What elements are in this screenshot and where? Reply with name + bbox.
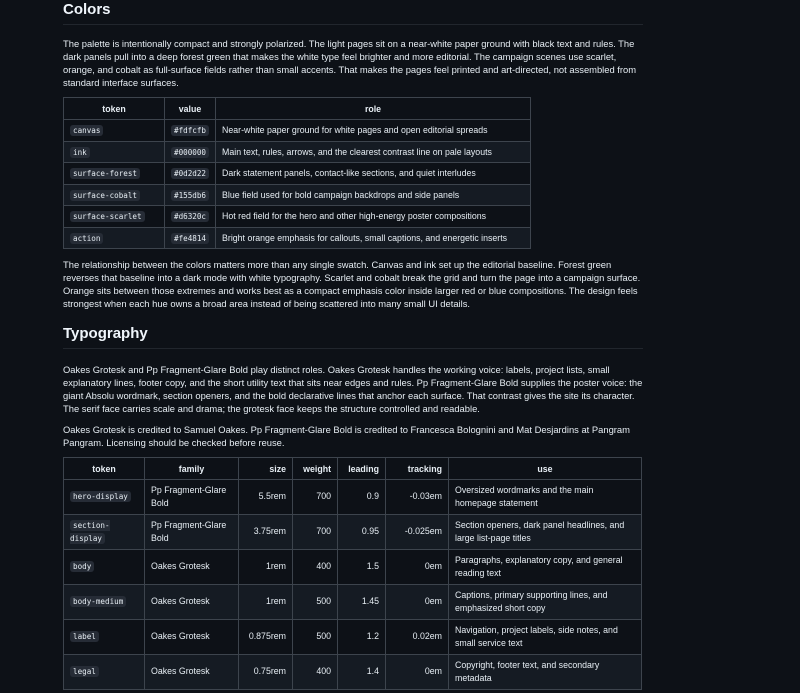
value-code: #fe4814 [171, 233, 209, 244]
value-code: #0d2d22 [171, 168, 209, 179]
column-header-token: token [64, 458, 145, 480]
use-cell: Navigation, project labels, side notes, and small service text [449, 620, 642, 655]
role-cell: Bright orange emphasis for callouts, small captions, and energetic inserts [216, 227, 531, 249]
table-row [64, 515, 642, 550]
colors-heading: Colors [63, 1, 643, 25]
role-cell: Near-white paper ground for white pages and open editorial spreads [216, 120, 531, 142]
value-code: #d6320c [171, 211, 209, 222]
use-cell: Copyright, footer text, and secondary metadata [449, 655, 642, 690]
token-cell [64, 585, 145, 620]
column-header-leading: leading [338, 458, 386, 480]
value-cell [165, 141, 216, 163]
token-code: canvas [70, 125, 103, 136]
table-row [64, 163, 531, 185]
token-code: body-medium [70, 596, 126, 607]
family-cell: Oakes Grotesk [145, 655, 239, 690]
column-header-family: family [145, 458, 239, 480]
value-code: #155db6 [171, 190, 209, 201]
use-cell: Captions, primary supporting lines, and emphasized short copy [449, 585, 642, 620]
leading-cell: 0.95 [338, 515, 386, 550]
token-cell [64, 120, 165, 142]
column-header-tracking: tracking [386, 458, 449, 480]
column-header-weight: weight [293, 458, 338, 480]
weight-cell: 400 [293, 550, 338, 585]
leading-cell: 1.4 [338, 655, 386, 690]
token-cell [64, 620, 145, 655]
column-header-size: size [239, 458, 293, 480]
token-cell [64, 515, 145, 550]
size-cell: 1rem [239, 585, 293, 620]
family-cell: Oakes Grotesk [145, 620, 239, 655]
value-cell [165, 184, 216, 206]
colors-outro-paragraph: The relationship between the colors matters more than any single swatch. Canvas and ink set up the editorial baseline. Forest green reverses that baseline into a dark mode with white typography. Scarlet and cobalt break the grid and turn the page into a campaign surface. Orange sits between those extremes and works best as a compact emphasis color inside larger red or blue compositions. The design feels strongest when each hue owns a broad area instead of being scattered into many small UI details. [63, 259, 641, 309]
use-cell: Oversized wordmarks and the main homepage statement [449, 480, 642, 515]
token-cell [64, 227, 165, 249]
tracking-cell: -0.03em [386, 480, 449, 515]
value-cell [165, 206, 216, 228]
table-row [64, 480, 642, 515]
table-row [64, 184, 531, 206]
use-cell: Paragraphs, explanatory copy, and general reading text [449, 550, 642, 585]
colors-table-header-row [64, 98, 531, 120]
leading-cell: 1.2 [338, 620, 386, 655]
table-row [64, 620, 642, 655]
column-header-use: use [449, 458, 642, 480]
token-code: hero-display [70, 491, 131, 502]
tracking-cell: -0.025em [386, 515, 449, 550]
weight-cell: 700 [293, 480, 338, 515]
value-code: #000000 [171, 147, 209, 158]
size-cell: 0.875rem [239, 620, 293, 655]
value-cell [165, 227, 216, 249]
colors-table [63, 97, 531, 249]
column-header-value: value [165, 98, 216, 120]
role-cell: Dark statement panels, contact-like sections, and quiet interludes [216, 163, 531, 185]
size-cell: 0.75rem [239, 655, 293, 690]
table-row [64, 550, 642, 585]
token-code: label [70, 631, 99, 642]
size-cell: 5.5rem [239, 480, 293, 515]
weight-cell: 500 [293, 585, 338, 620]
table-row [64, 120, 531, 142]
token-code: surface-scarlet [70, 211, 145, 222]
leading-cell: 1.5 [338, 550, 386, 585]
leading-cell: 1.45 [338, 585, 386, 620]
role-cell: Blue field used for bold campaign backdrops and side panels [216, 184, 531, 206]
table-row [64, 585, 642, 620]
token-code: legal [70, 666, 99, 677]
table-row [64, 206, 531, 228]
token-cell [64, 550, 145, 585]
column-header-role: role [216, 98, 531, 120]
token-code: body [70, 561, 94, 572]
token-code: action [70, 233, 103, 244]
value-cell [165, 163, 216, 185]
family-cell: Pp Fragment-Glare Bold [145, 515, 239, 550]
token-cell [64, 141, 165, 163]
weight-cell: 400 [293, 655, 338, 690]
token-cell [64, 184, 165, 206]
value-code: #fdfcfb [171, 125, 209, 136]
typography-heading: Typography [63, 325, 643, 349]
role-cell: Hot red field for the hero and other high-energy poster compositions [216, 206, 531, 228]
table-row [64, 655, 642, 690]
typography-table [63, 457, 642, 690]
value-cell [165, 120, 216, 142]
table-row [64, 227, 531, 249]
typography-paragraph-1: Oakes Grotesk and Pp Fragment-Glare Bold play distinct roles. Oakes Grotesk handles the working voice: labels, project lists, small explanatory lines, footer copy, and the short utility text that sits near edges and rules. Pp Fragment-Glare Bold supplies the poster voice: the giant Absolu wordmark, section openers, and the bold declarative lines that anchor each surface. That contrast gives the site its character. The serif face carries scale and drama; the grotesk face keeps the structure controlled and readable. [63, 364, 643, 414]
tracking-cell: 0em [386, 655, 449, 690]
typography-paragraph-2: Oakes Grotesk is credited to Samuel Oakes. Pp Fragment-Glare Bold is credited to Francesca Bolognini and Mat Desjardins at Pangram Pangram. Licensing should be checked before reuse. [63, 424, 630, 448]
document-content [63, 0, 643, 690]
colors-intro-paragraph: The palette is intentionally compact and strongly polarized. The light pages sit on a near-white paper ground with black text and rules. The dark panels pull into a deep forest green that makes the white type feel brighter and more editorial. The campaign scenes use scarlet, orange, and cobalt as full-surface fields rather than small accents. That makes the pages feel printed and art-directed, not assembled from standard interface surfaces. [63, 38, 637, 88]
tracking-cell: 0em [386, 585, 449, 620]
token-cell [64, 655, 145, 690]
family-cell: Oakes Grotesk [145, 550, 239, 585]
tracking-cell: 0.02em [386, 620, 449, 655]
typography-table-header-row [64, 458, 642, 480]
column-header-token: token [64, 98, 165, 120]
size-cell: 1rem [239, 550, 293, 585]
tracking-cell: 0em [386, 550, 449, 585]
size-cell: 3.75rem [239, 515, 293, 550]
token-code: ink [70, 147, 90, 158]
token-code: surface-forest [70, 168, 140, 179]
role-cell: Main text, rules, arrows, and the clearest contrast line on pale layouts [216, 141, 531, 163]
family-cell: Pp Fragment-Glare Bold [145, 480, 239, 515]
family-cell: Oakes Grotesk [145, 585, 239, 620]
token-cell [64, 480, 145, 515]
token-cell [64, 163, 165, 185]
table-row [64, 141, 531, 163]
weight-cell: 700 [293, 515, 338, 550]
leading-cell: 0.9 [338, 480, 386, 515]
token-code: section-display [70, 520, 110, 543]
token-cell [64, 206, 165, 228]
weight-cell: 500 [293, 620, 338, 655]
use-cell: Section openers, dark panel headlines, and large list-page titles [449, 515, 642, 550]
token-code: surface-cobalt [70, 190, 140, 201]
